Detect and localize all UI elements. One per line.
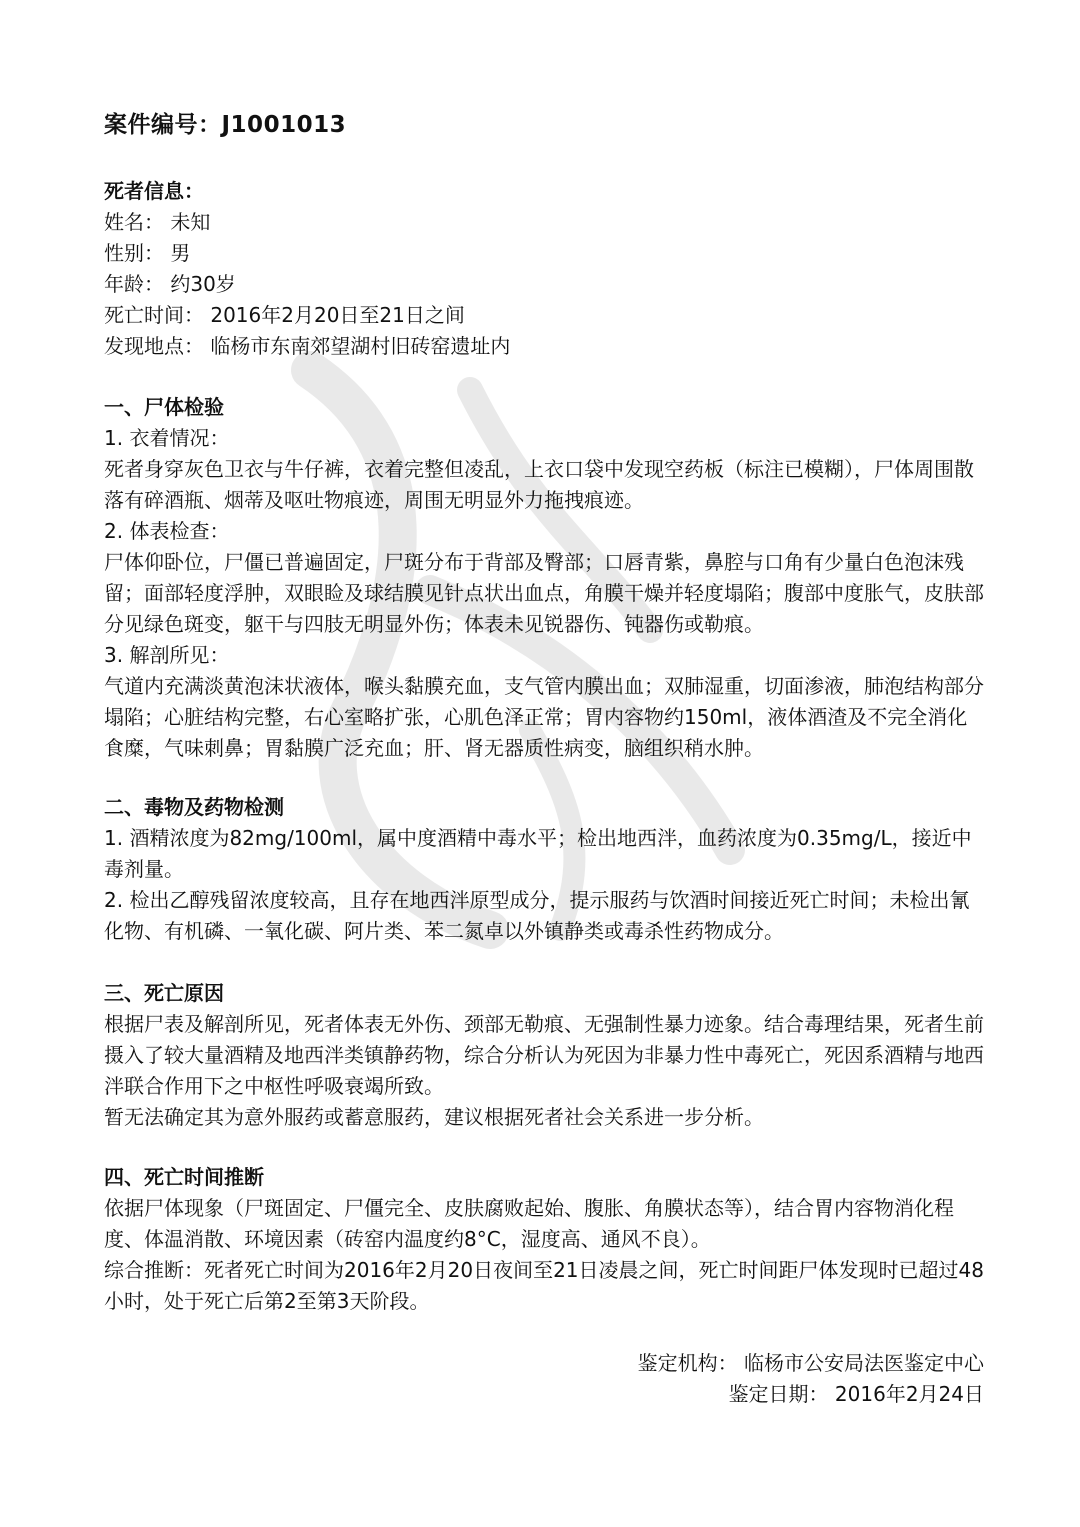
section3-heading: 三、死亡原因 <box>104 981 224 1005</box>
cause-text-1: 根据尸表及解剖所见，死者体表无外伤、颈部无勒痕、无强制性暴力迹象。结合毒理结果，死者生前摄入了较大量酒精及地西泮类镇静药物，综合分析认为死因为非暴力性中毒死亡，死因系酒精与地西泮联合作用下之中枢性呼吸衰竭所致。 <box>104 1012 984 1098</box>
deceased-death-time: 死亡时间： 2016年2月20日至21日之间 <box>104 303 465 327</box>
body-exam-title: 2. 体表检查： <box>104 519 230 543</box>
dissection-text: 气道内充满淡黄泡沫状液体，喉头黏膜充血，支气管内膜出血；双肺湿重，切面渗液，肺泡结构部分塌陷；心脏结构完整，右心室略扩张，心肌色泽正常；胃内容物约150ml，液体酒渣及不完全消化食糜，气味刺鼻；胃黏膜广泛充血；肝、肾无器质性病变，脑组织稍水肿。 <box>104 674 984 760</box>
section-toxicology <box>104 792 984 947</box>
section1-heading: 一、尸体检验 <box>104 395 224 419</box>
deceased-name: 姓名： 未知 <box>104 210 211 234</box>
deceased-location: 发现地点： 临杨市东南郊望湖村旧砖窑遗址内 <box>104 334 511 358</box>
deceased-gender: 性别： 男 <box>104 241 191 265</box>
toxicology-item-2: 2. 检出乙醇残留浓度较高，且存在地西泮原型成分，提示服药与饮酒时间接近死亡时间；未检出氰化物、有机磷、一氧化碳、阿片类、苯二氮卓以外镇静类或毒杀性药物成分。 <box>104 888 970 943</box>
toxicology-item-1: 1. 酒精浓度为82mg/100ml，属中度酒精中毒水平；检出地西泮，血药浓度为0.35mg/L，接近中毒剂量。 <box>104 826 972 881</box>
case-number-value: J1001013 <box>221 112 347 138</box>
signature-date: 鉴定日期： 2016年2月24日 <box>728 1382 984 1406</box>
signature-block <box>384 1348 984 1410</box>
section-cause-of-death <box>104 978 984 1133</box>
deceased-info <box>104 176 984 362</box>
clothing-title: 1. 衣着情况： <box>104 426 230 450</box>
case-number <box>104 106 346 139</box>
section4-heading: 四、死亡时间推断 <box>104 1165 264 1189</box>
clothing-text: 死者身穿灰色卫衣与牛仔裤，衣着完整但凌乱，上衣口袋中发现空药板（标注已模糊），尸体周围散落有碎酒瓶、烟蒂及呕吐物痕迹，周围无明显外力拖拽痕迹。 <box>104 457 974 512</box>
case-number-label: 案件编号： <box>104 112 222 138</box>
body-exam-text: 尸体仰卧位，尸僵已普遍固定，尸斑分布于背部及臀部；口唇青紫，鼻腔与口角有少量白色泡沫残留；面部轻度浮肿，双眼睑及球结膜见针点状出血点，角膜干燥并轻度塌陷；腹部中度胀气，皮肤部分见绿色斑变，躯干与四肢无明显外伤；体表未见锐器伤、钝器伤或勒痕。 <box>104 550 984 636</box>
time-text-1: 依据尸体现象（尸斑固定、尸僵完全、皮肤腐败起始、腹胀、角膜状态等），结合胃内容物消化程度、体温消散、环境因素（砖窑内温度约8°C，湿度高、通风不良）。 <box>104 1196 954 1251</box>
cause-text-2: 暂无法确定其为意外服药或蓄意服药，建议根据死者社会关系进一步分析。 <box>104 1105 764 1129</box>
time-text-2: 综合推断：死者死亡时间为2016年2月20日夜间至21日凌晨之间，死亡时间距尸体发现时已超过48小时，处于死亡后第2至第3天阶段。 <box>104 1258 984 1313</box>
deceased-heading: 死者信息： <box>104 179 204 203</box>
signature-agency: 鉴定机构： 临杨市公安局法医鉴定中心 <box>637 1351 984 1375</box>
dissection-title: 3. 解剖所见： <box>104 643 230 667</box>
section2-heading: 二、毒物及药物检测 <box>104 795 284 819</box>
section-autopsy <box>104 392 984 764</box>
deceased-age: 年龄： 约30岁 <box>104 272 236 296</box>
section-time-of-death <box>104 1162 984 1317</box>
